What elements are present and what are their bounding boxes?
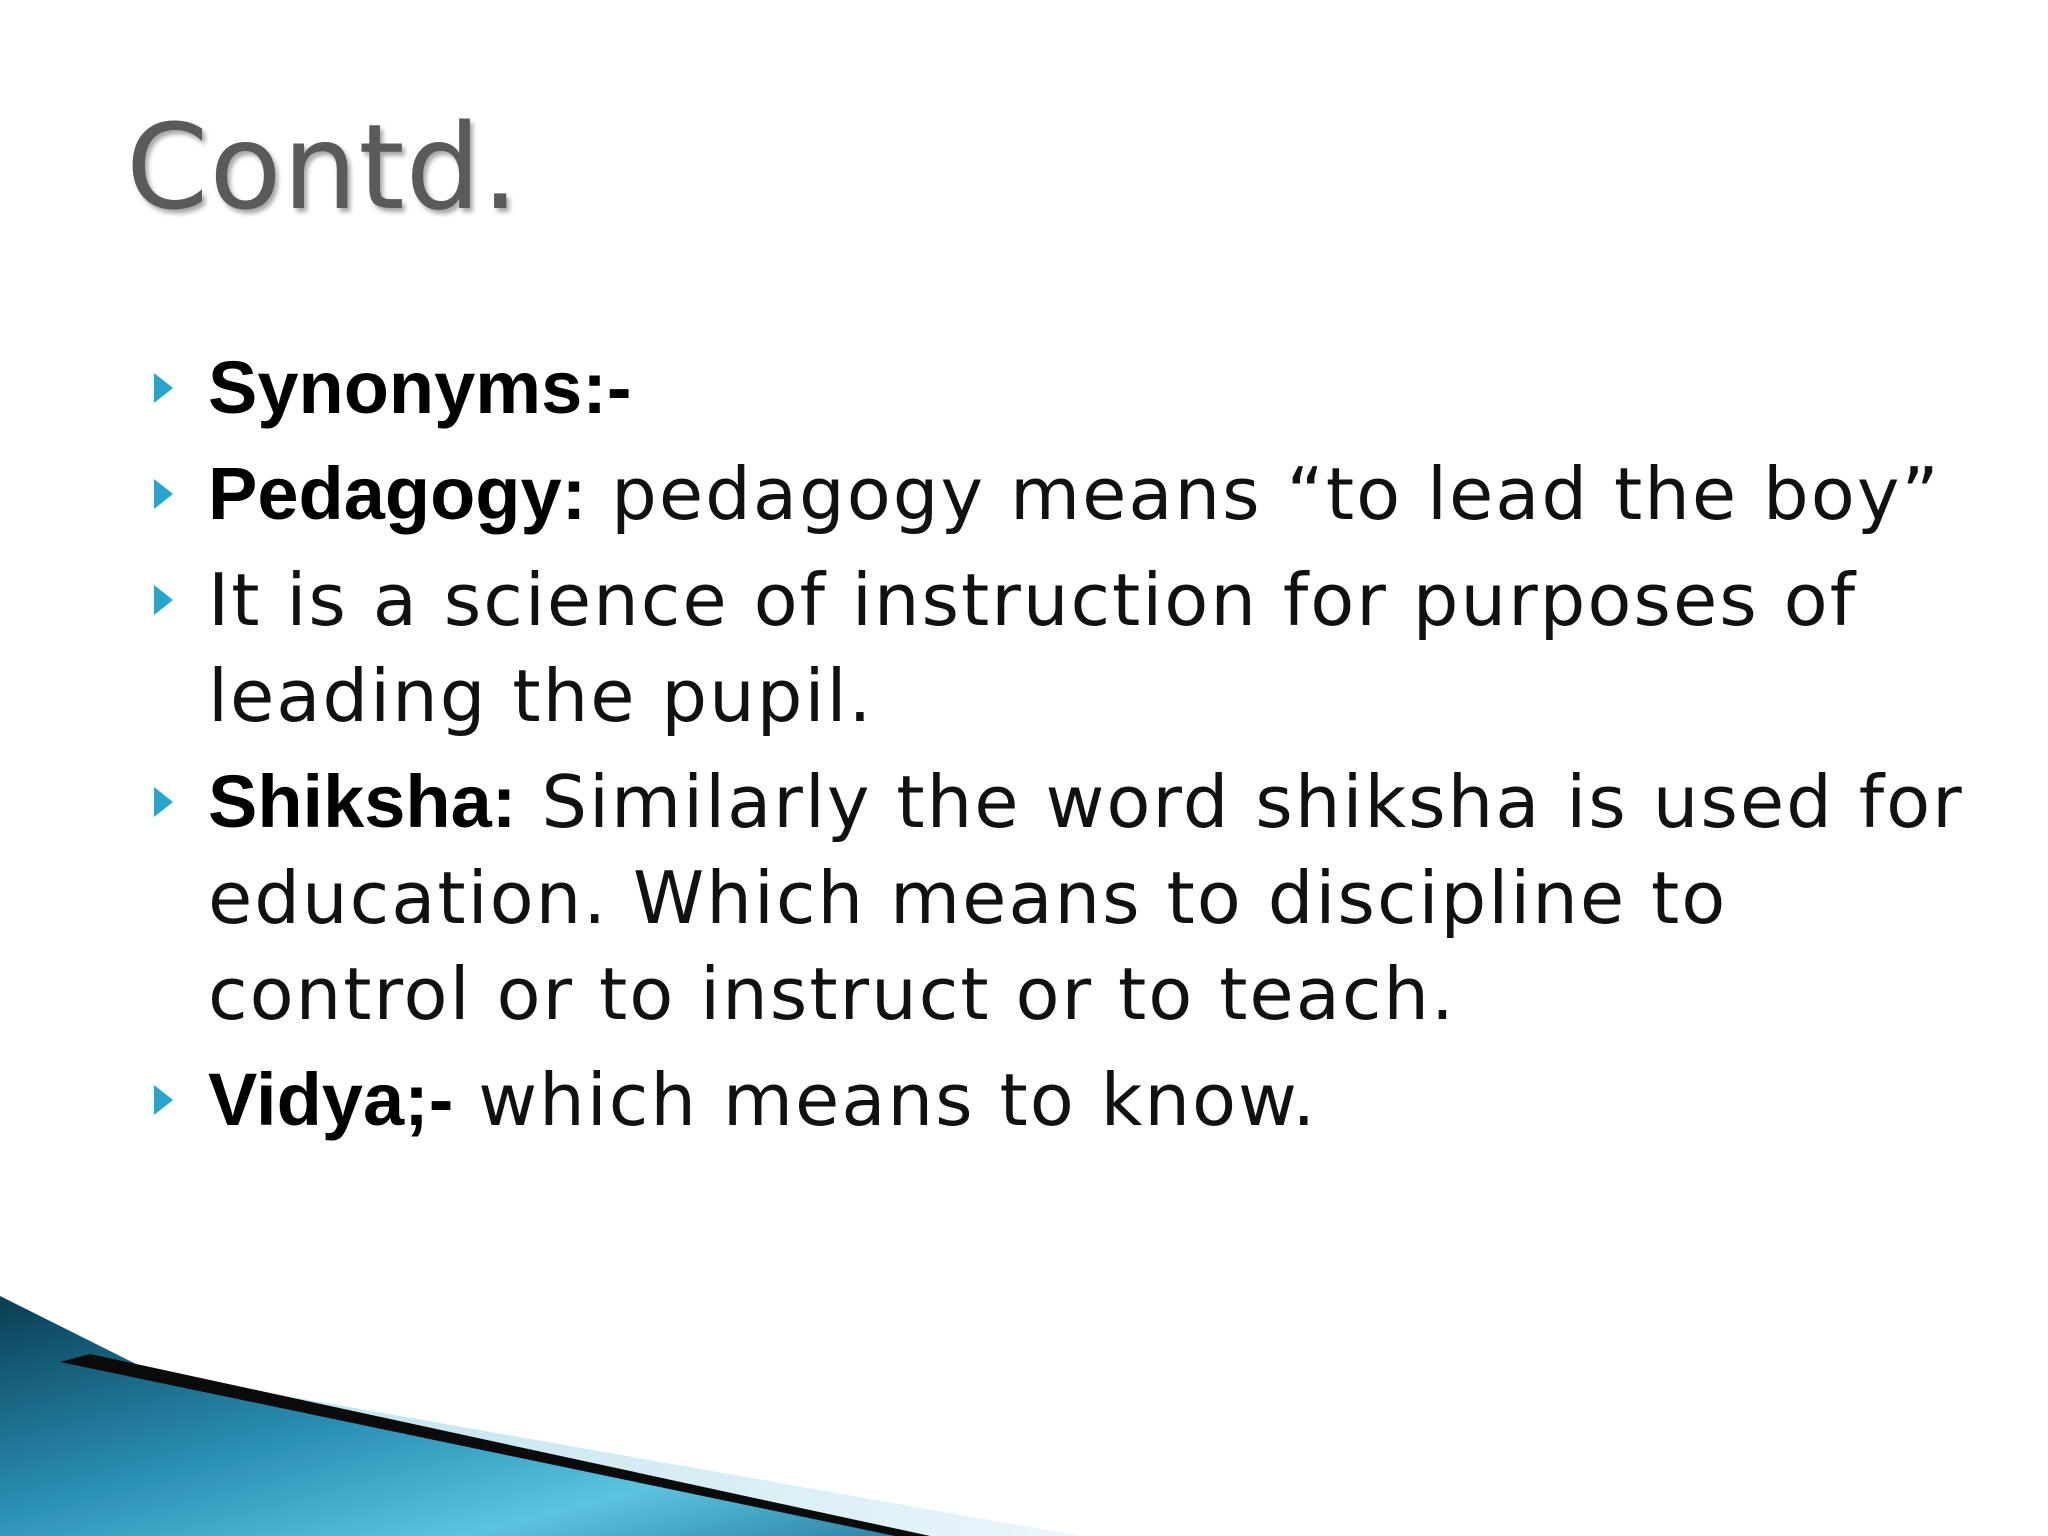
bullet-text: Similarly the word shiksha is used for education. Which means to discipline to control or to instruct or to teach.	[208, 760, 1964, 1036]
triangle-right-icon	[154, 585, 173, 615]
bullet-item	[150, 754, 1970, 1042]
bullet-term: Shiksha:	[208, 760, 517, 843]
triangle-right-icon	[154, 1085, 173, 1115]
bullet-item	[150, 1052, 1970, 1148]
bullet-term: Pedagogy:	[208, 452, 587, 535]
corner-swoosh-decoration	[0, 1296, 2048, 1536]
bullet-text: which means to know.	[453, 1058, 1318, 1142]
bullet-item	[150, 552, 1970, 744]
triangle-right-icon	[154, 787, 173, 817]
slide-title: Contd.	[126, 98, 521, 236]
triangle-right-icon	[154, 479, 173, 509]
bullet-item	[150, 340, 1970, 436]
triangle-right-icon	[154, 373, 173, 403]
bullet-item	[150, 446, 1970, 542]
bullet-list	[150, 340, 1970, 1158]
bullet-text: It is a science of instruction for purposes of leading the pupil.	[208, 558, 1858, 738]
bullet-term: Vidya;-	[208, 1058, 454, 1141]
bullet-text: pedagogy means “to lead the boy”	[586, 452, 1941, 536]
bullet-term: Synonyms:-	[208, 346, 632, 429]
